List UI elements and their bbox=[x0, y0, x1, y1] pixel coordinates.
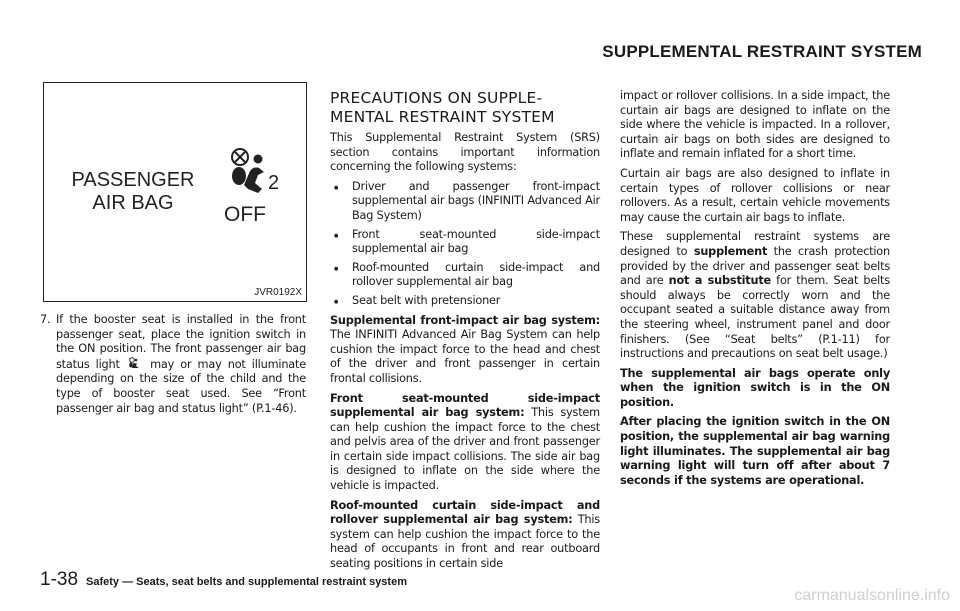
page-footer bbox=[40, 569, 407, 591]
section-title bbox=[330, 89, 600, 127]
side-impact-paragraph bbox=[330, 392, 600, 494]
supplement-emphasis: supplement bbox=[693, 244, 768, 258]
warning-light-paragraph: After placing the ignition switch in the ON position, the supplemental air bag warning light illuminates. The supplemental air bag warning light will turn off after about 7 seconds if the systems are operational. bbox=[620, 415, 890, 487]
curtain-continued-paragraph: impact or rollover collisions. In a side impact, the curtain air bags are designed to inflate on the side where the vehicle is impacted. In a rollover, curtain air bags on both sides are designed to inflate and remain inflated for a short time. bbox=[620, 89, 890, 161]
rollover-paragraph: Curtain air bags are also designed to inflate in certain types of rollover collisions or near rollovers. As a result, certain vehicle movements may cause the curtain air bags to inflate. bbox=[620, 166, 890, 224]
side-impact-text: This system can help cushion the impact force to the chest and pelvis area of the driver and front passenger in certain side impact collisions. The side air bag is designed to inflate on the side where the vehicle is impacted. bbox=[330, 406, 600, 493]
supplement-text-a: These supplemental restraint systems are designed to bbox=[620, 230, 890, 258]
section-title-line2: MENTAL RESTRAINT SYSTEM bbox=[330, 108, 555, 126]
supplement-text-e: for them. Seat belts should always be correctly worn and the occupant seated a suitable distance away from the steering wheel, instrument panel and door finishers. (See “Seat belts” (P.1-11) for instructions and precautions on seat belt usage.) bbox=[620, 274, 890, 361]
page-header: SUPPLEMENTAL RESTRAINT SYSTEM bbox=[602, 42, 922, 61]
intro-paragraph: This Supplemental Restraint System (SRS) section contains important information concerning the following systems: bbox=[330, 131, 600, 174]
ignition-warning-paragraph: The supplemental air bags operate only when the ignition switch is in the ON position. bbox=[620, 366, 890, 409]
list-item: ● Roof-mounted curtain side-impact and rollover supplemental air bag bbox=[330, 261, 600, 290]
item-text-end: may or may not illuminate depending on the size of the child and the type of booster seat used. See “Front passenger air bag and status light” (P.1-46). bbox=[56, 357, 306, 415]
item-text-start: If the booster seat is installed in the front passenger seat, place the ignition switch in the ON position. The front passenger air bag status light bbox=[56, 313, 306, 371]
item-number: 7. bbox=[40, 313, 51, 326]
not-substitute-emphasis: not a substitute bbox=[668, 274, 772, 288]
airbag-status-figure bbox=[43, 82, 307, 302]
curtain-paragraph bbox=[330, 499, 600, 572]
airbag-status-light-icon bbox=[128, 357, 142, 370]
side-impact-heading: Front seat-mounted side-impact supplemental air bag system: bbox=[330, 391, 600, 420]
figure-label bbox=[58, 169, 208, 215]
icon-digit: 2 bbox=[268, 172, 280, 194]
column-left bbox=[40, 313, 306, 421]
figure-caption: JVR0192X bbox=[254, 287, 302, 298]
passenger-airbag-off-icon bbox=[224, 145, 294, 203]
figure-label-line2: AIR BAG bbox=[92, 192, 174, 214]
page-number: 1-38 bbox=[40, 569, 79, 590]
system-list bbox=[330, 180, 600, 309]
watermark: carmanualsonline.info bbox=[794, 587, 950, 604]
section-title-line1: PRECAUTIONS ON SUPPLE- bbox=[330, 89, 543, 107]
list-item: ● Front seat-mounted side-impact supplemental air bag bbox=[330, 228, 600, 257]
footer-title: Safety — Seats, seat belts and supplemental restraint system bbox=[86, 576, 407, 588]
column-right bbox=[620, 89, 890, 493]
front-impact-text: The INFINITI Advanced Air Bag System can help cushion the impact force to the head and chest of the driver and front passenger in certain frontal collisions. bbox=[330, 328, 600, 385]
list-item: ● Seat belt with pretensioner bbox=[330, 294, 600, 309]
front-impact-heading: Supplemental front-impact air bag system: bbox=[330, 313, 600, 327]
list-item: ● Driver and passenger front-impact supplemental air bags (INFINITI Advanced Air Bag System) bbox=[330, 180, 600, 224]
figure-label-line1: PASSENGER bbox=[71, 169, 195, 191]
column-middle bbox=[330, 89, 600, 577]
supplement-paragraph bbox=[620, 230, 890, 361]
numbered-item-7 bbox=[40, 313, 306, 416]
curtain-heading: Roof-mounted curtain side-impact and rollover supplemental air bag system: bbox=[330, 498, 600, 527]
front-impact-paragraph bbox=[330, 314, 600, 387]
supplement-text-c: the crash protection provided by the driver and passenger seat belts and are bbox=[620, 244, 890, 288]
curtain-text: This system can help cushion the impact force to the head of occupants in front and rear outboard seating positions in certain side bbox=[330, 513, 600, 571]
figure-status-off: OFF bbox=[224, 203, 266, 226]
